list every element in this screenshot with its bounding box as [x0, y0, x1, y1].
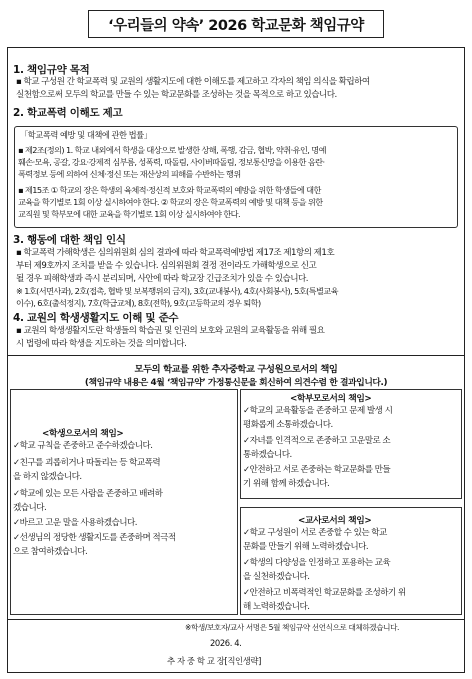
footer-divider: [7, 619, 465, 620]
document-title: ‘우리들의 약속’ 2026 학교문화 책임규약: [88, 10, 384, 38]
student-pledge-title: <학생으로서의 책임>: [42, 429, 124, 439]
teacher-pledge-line-1: ✓학교 구성원이 서로 존중할 수 있는 학교: [243, 528, 387, 538]
law-name: 「학교폭력 예방 및 대책에 관한 법률」: [20, 130, 152, 140]
issue-date: 2026. 4.: [210, 638, 242, 648]
teacher-pledge-line-6: 해 노력하겠습니다.: [243, 602, 310, 612]
section-3-line-1: ▪ 학교폭력 가해학생은 심의위원회 심의 결과에 따라 학교폭력예방법 제17조 제1항의 제1호: [16, 248, 335, 258]
law-line-3: 폭력정보 등에 의하여 신체·정신 또는 재산상의 피해를 수반하는 행위: [18, 169, 241, 179]
student-pledge-line-4: ✓학교에 있는 모든 사람을 존중하고 배려하: [13, 489, 163, 499]
section-2-title: 2. 학교폭력 이해도 제고: [13, 107, 123, 119]
parent-pledge-line-3: ✓자녀를 인격적으로 존중하고 고운말로 소: [243, 436, 391, 446]
student-pledge-line-3: 을 하지 않겠습니다.: [13, 472, 82, 482]
section-4-line-1: ▪ 교원의 학생생활지도란 학생들의 학습권 및 인권의 보호와 교원의 교육활동을 위해 필요: [16, 326, 325, 336]
parent-pledge-line-2: 평화롭게 소통하겠습니다.: [243, 420, 333, 430]
teacher-pledge-line-3: ✓학생의 다양성을 인정하고 포용하는 교육: [243, 558, 391, 568]
section-divider: [7, 355, 465, 356]
student-pledge-line-1: ✓학교 규칙을 존중하고 준수하겠습니다.: [13, 441, 153, 451]
teacher-pledge-line-2: 문화를 만들기 위해 노력하겠습니다.: [243, 542, 369, 552]
parent-pledge-line-4: 통하겠습니다.: [243, 450, 292, 460]
law-line-4: ▪ 제15조 ① 학교의 장은 학생의 육체적·정신적 보호와 학교폭력의 예방을 위한 학생들에 대한: [18, 185, 321, 195]
principal-signature: 추 자 중 학 교 장[직인생략]: [167, 656, 261, 666]
student-pledge-line-5: 겠습니다.: [13, 503, 47, 513]
pledge-heading: 모두의 학교를 위한 추자중학교 구성원으로서의 책임: [134, 364, 338, 375]
section-3-line-3: 될 경우 피해학생과 즉시 분리되며, 사안에 따라 학교장 긴급조치가 있을 수 있습니다.: [16, 274, 308, 284]
student-pledge-line-6: ✓바르고 고운 말을 사용하겠습니다.: [13, 518, 137, 528]
signature-note: ※학생/보호자/교사 서명은 5월 책임규약 선언식으로 대체하겠습니다.: [185, 623, 400, 632]
section-3-title: 3. 행동에 대한 책임 인식: [13, 234, 126, 246]
section-3-note-2: 이수), 6호(출석정지), 7호(학급교체), 8호(전학), 9호(고등학교의 경우 퇴학): [16, 298, 261, 308]
section-4-line-2: 시 법령에 따라 학생을 지도하는 것을 의미합니다.: [16, 339, 187, 349]
law-line-6: 교직원 및 학부모에 대한 교육을 학기별로 1회 이상 실시하여야 한다.: [18, 209, 240, 219]
section-1-line-2: 실천함으로써 모두의 학교를 만들 수 있는 학교문화를 조성하는 것을 목적으로 하고 있습니다.: [16, 90, 337, 100]
parent-pledge-title: <학부모로서의 책임>: [290, 394, 372, 404]
parent-pledge-line-6: 기 위해 함께 하겠습니다.: [243, 479, 330, 489]
section-3-line-2: 부터 제9호까지 조치를 받을 수 있습니다. 심의위원회 결정 전이라도 가해학생으로 신고: [16, 261, 317, 271]
teacher-pledge-line-4: 을 실천하겠습니다.: [243, 572, 310, 582]
teacher-pledge-line-5: ✓안전하고 비폭력적인 학교문화를 조성하기 위: [243, 588, 406, 598]
law-line-2: 훼손·모욕, 공갈, 강요·강제적 심부름, 성폭력, 따돌림, 사이버따돌림, 정보통신망을 이용한 음란·: [18, 157, 325, 167]
law-line-1: ▪ 제2조(정의) 1. 학교 내외에서 학생을 대상으로 발생한 상해, 폭행, 감금, 협박, 약취·유인, 명예: [18, 145, 326, 155]
pledge-subheading: (책임규약 내용은 4월 ‘책임규약’ 가정통신문을 회신하여 의견수렴 한 결과입니다.): [84, 378, 388, 388]
teacher-pledge-title: <교사로서의 책임>: [298, 516, 372, 526]
section-3-note-1: ※ 1호(서면사과), 2호(접촉, 협박 및 보복행위의 금지), 3호(교내봉사), 4호(사회봉사), 5호(특별교육: [16, 286, 338, 296]
section-1-title: 1. 책임규약 목적: [13, 64, 90, 76]
section-4-title: 4. 교원의 학생생활지도 이해 및 준수: [13, 312, 179, 324]
student-pledge-line-2: ✓친구를 괴롭히거나 따돌리는 등 학교폭력: [13, 458, 161, 468]
parent-pledge-line-1: ✓학교의 교육활동을 존중하고 문제 발생 시: [243, 406, 393, 416]
law-line-5: 교육을 학기별로 1회 이상 실시하여야 한다. ② 학교의 장은 학교폭력의 예방 및 대책 등을 위한: [18, 197, 323, 207]
section-1-line-1: ▪ 학교 구성원 간 학교폭력 및 교원의 생활지도에 대한 이해도를 제고하고 각자의 책임 의식을 확립하여: [16, 77, 370, 87]
parent-pledge-line-5: ✓안전하고 서로 존중하는 학교문화를 만들: [243, 465, 391, 475]
student-pledge-line-8: 으로 참여하겠습니다.: [13, 547, 88, 557]
student-pledge-line-7: ✓선생님의 정당한 생활지도를 존중하며 적극적: [13, 533, 176, 543]
